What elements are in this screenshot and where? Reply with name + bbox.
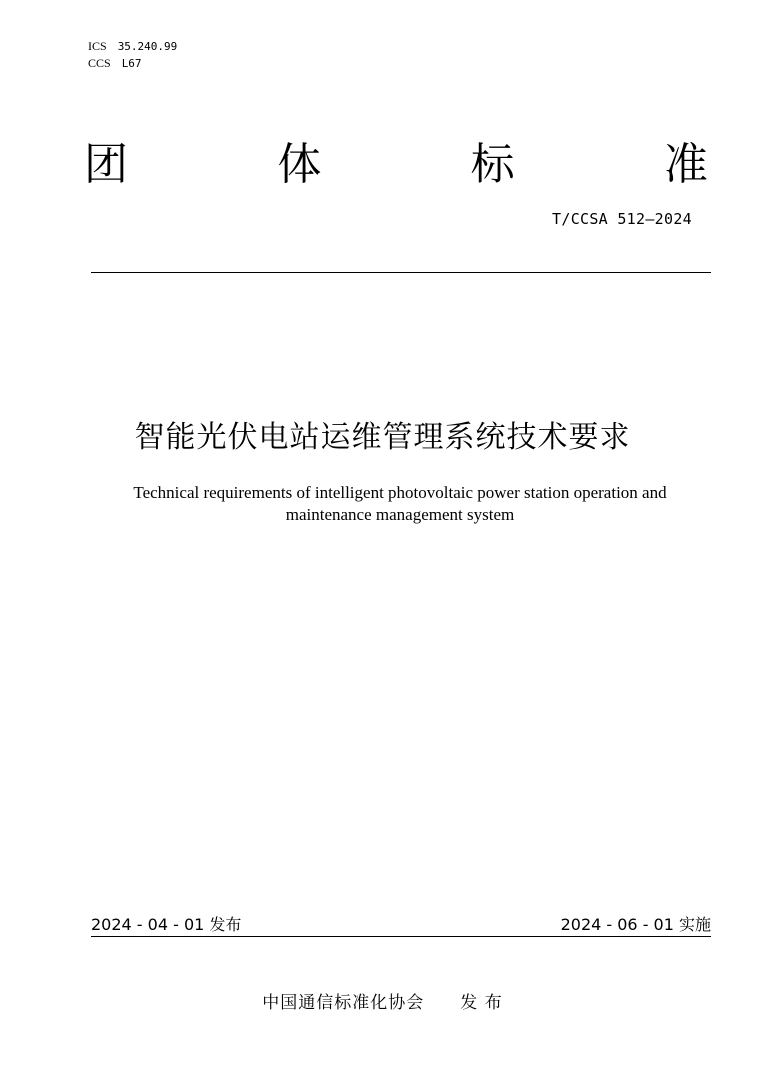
standard-number: T/CCSA 512—2024 bbox=[552, 210, 692, 228]
document-title-english: Technical requirements of intelligent photovoltaic power station operation and maintenance management system bbox=[133, 483, 667, 524]
ics-row bbox=[88, 38, 177, 55]
document-title-chinese: 智能光伏电站运维管理系统技术要求 bbox=[134, 420, 631, 455]
top-divider bbox=[91, 272, 711, 273]
ics-label: ICS bbox=[88, 39, 107, 53]
ccs-label: CCS bbox=[88, 56, 111, 70]
bottom-divider bbox=[91, 936, 711, 937]
standard-type-char: 团 bbox=[84, 139, 128, 190]
ics-code: 35.240.99 bbox=[117, 40, 178, 53]
publish-date: 2024 - 04 - 01 发布 bbox=[91, 915, 242, 934]
ccs-code: L67 bbox=[121, 57, 142, 70]
issuer-organization: 中国通信标准化协会 bbox=[262, 993, 425, 1013]
issuer-line bbox=[0, 988, 765, 1013]
classification-codes bbox=[88, 38, 177, 72]
standard-type-char: 标 bbox=[470, 139, 515, 190]
issuer-action: 发 布 bbox=[460, 993, 503, 1013]
standard-type-heading bbox=[84, 130, 708, 190]
standard-type-char: 体 bbox=[277, 139, 322, 190]
implement-date: 2024 - 06 - 01 实施 bbox=[560, 915, 711, 934]
ccs-row bbox=[88, 55, 177, 72]
standard-type-char: 准 bbox=[663, 139, 708, 190]
